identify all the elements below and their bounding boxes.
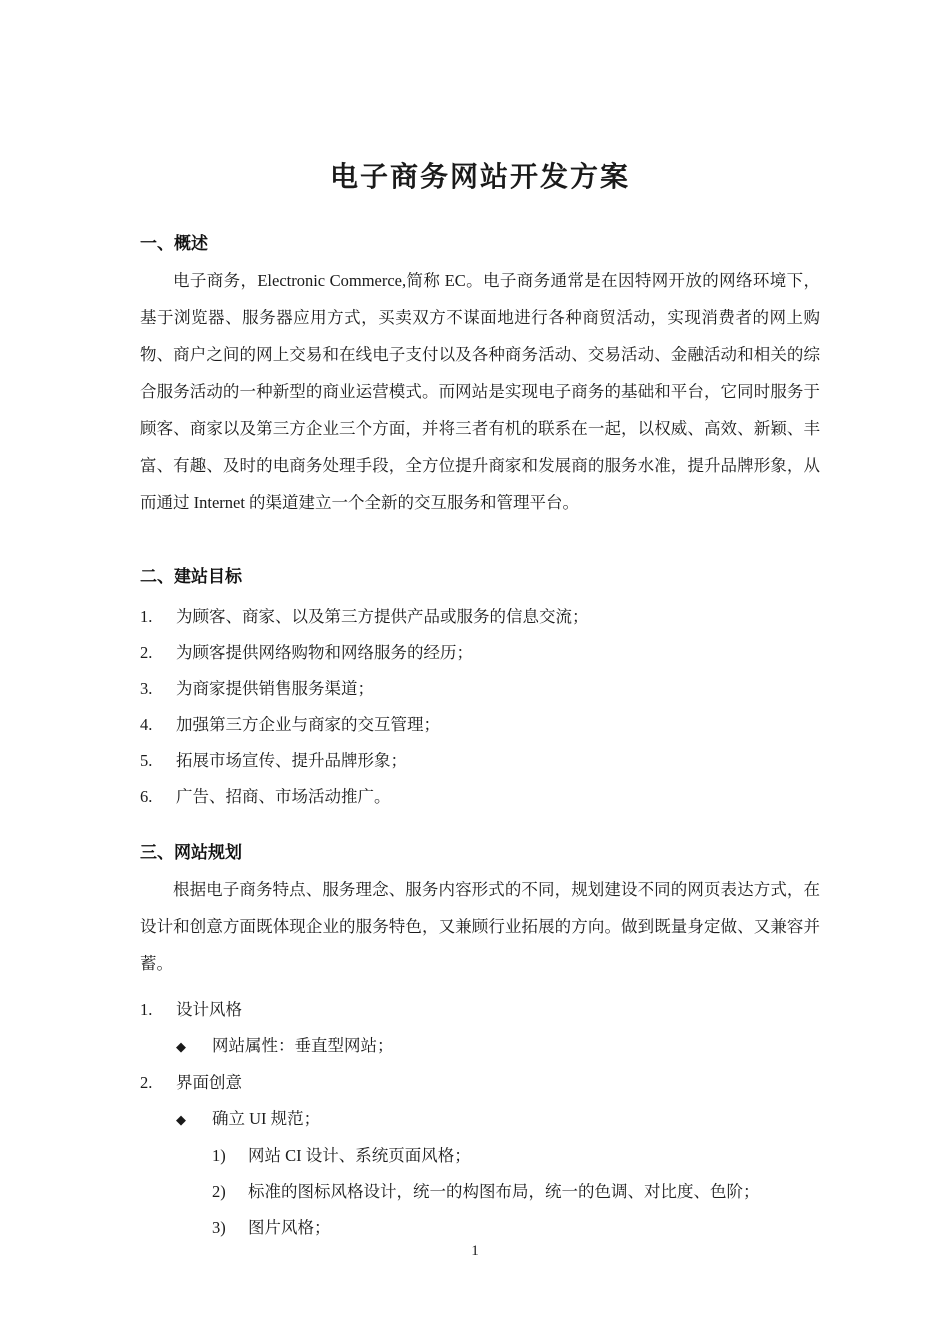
list-item (140, 1101, 820, 1138)
list-item-number: 1. (140, 1000, 153, 1019)
list-item (140, 1174, 820, 1210)
section-2-heading: 二、建站目标 (140, 567, 242, 586)
list-item-text: 广告、招商、市场活动推广。 (176, 787, 391, 806)
list-item-number: 2) (212, 1182, 226, 1201)
list-item (140, 599, 820, 635)
list-item-number: 1) (212, 1146, 226, 1165)
list-item (140, 1210, 820, 1246)
list-item (140, 671, 820, 707)
list-item-text: 为顾客提供网络购物和网络服务的经历； (176, 643, 473, 662)
diamond-bullet-icon: ◆ (176, 1112, 186, 1127)
list-item-text: 确立 UI 规范； (212, 1109, 321, 1128)
section-1-heading: 一、概述 (140, 234, 208, 253)
list-item-number: 3) (212, 1218, 226, 1237)
page-number: 1 (471, 1243, 479, 1259)
list-item-text: 为顾客、商家、以及第三方提供产品或服务的信息交流； (176, 607, 589, 626)
section-3-paragraph: 根据电子商务特点、服务理念、服务内容形式的不同，规划建设不同的网页表达方式，在设计和创意方面既体现企业的服务特色，又兼顾行业拓展的方向。做到既量身定做、又兼容并蓄。 (140, 880, 820, 973)
list-item-text: 标准的图标风格设计，统一的构图布局，统一的色调、对比度、色阶； (248, 1182, 760, 1201)
list-item-text: 拓展市场宣传、提升品牌形象； (176, 751, 407, 770)
list-item-number: 5. (140, 751, 153, 770)
section-3-heading: 三、网站规划 (140, 843, 242, 862)
section-1-paragraph: 电子商务，Electronic Commerce,简称 EC。电子商务通常是在因特网开放的网络环境下，基于浏览器、服务器应用方式，买卖双方不谋面地进行各种商贸活动，实现消费者的网上购物、商户之间的网上交易和在线电子支付以及各种商务活动、交易活动、金融活动和相关的综合服务活动的一种新型的商业运营模式。而网站是实现电子商务的基础和平台，它同时服务于顾客、商家以及第三方企业三个方面，并将三者有机的联系在一起，以权威、高效、新颖、丰富、有趣、及时的电商务处理手段，全方位提升商家和发展商的服务水准，提升品牌形象，从而通过 Internet 的渠道建立一个全新的交互服务和管理平台。 (140, 271, 820, 512)
list-item-number: 2. (140, 643, 153, 662)
section-2-list (140, 599, 820, 815)
list-item-number: 2. (140, 1073, 153, 1092)
list-item-text: 界面创意 (176, 1073, 242, 1092)
list-item (140, 992, 820, 1028)
document-content (140, 158, 820, 1246)
list-item-number: 1. (140, 607, 153, 626)
list-item-text: 图片风格； (248, 1218, 331, 1237)
diamond-bullet-icon: ◆ (176, 1039, 186, 1054)
list-item-text: 网站属性：垂直型网站； (212, 1036, 394, 1055)
list-item (140, 743, 820, 779)
section-3-list (140, 992, 820, 1246)
document-title: 电子商务网站开发方案 (329, 162, 630, 193)
list-item-number: 4. (140, 715, 153, 734)
list-item (140, 779, 820, 815)
list-item-number: 6. (140, 787, 153, 806)
list-item-text: 设计风格 (176, 1000, 242, 1019)
list-item-text: 网站 CI 设计、系统页面风格； (248, 1146, 471, 1165)
list-item (140, 1028, 820, 1065)
list-item (140, 635, 820, 671)
list-item (140, 1065, 820, 1101)
list-item (140, 1138, 820, 1174)
list-item-text: 加强第三方企业与商家的交互管理； (176, 715, 440, 734)
list-item-number: 3. (140, 679, 153, 698)
list-item-text: 为商家提供销售服务渠道； (176, 679, 374, 698)
list-item (140, 707, 820, 743)
